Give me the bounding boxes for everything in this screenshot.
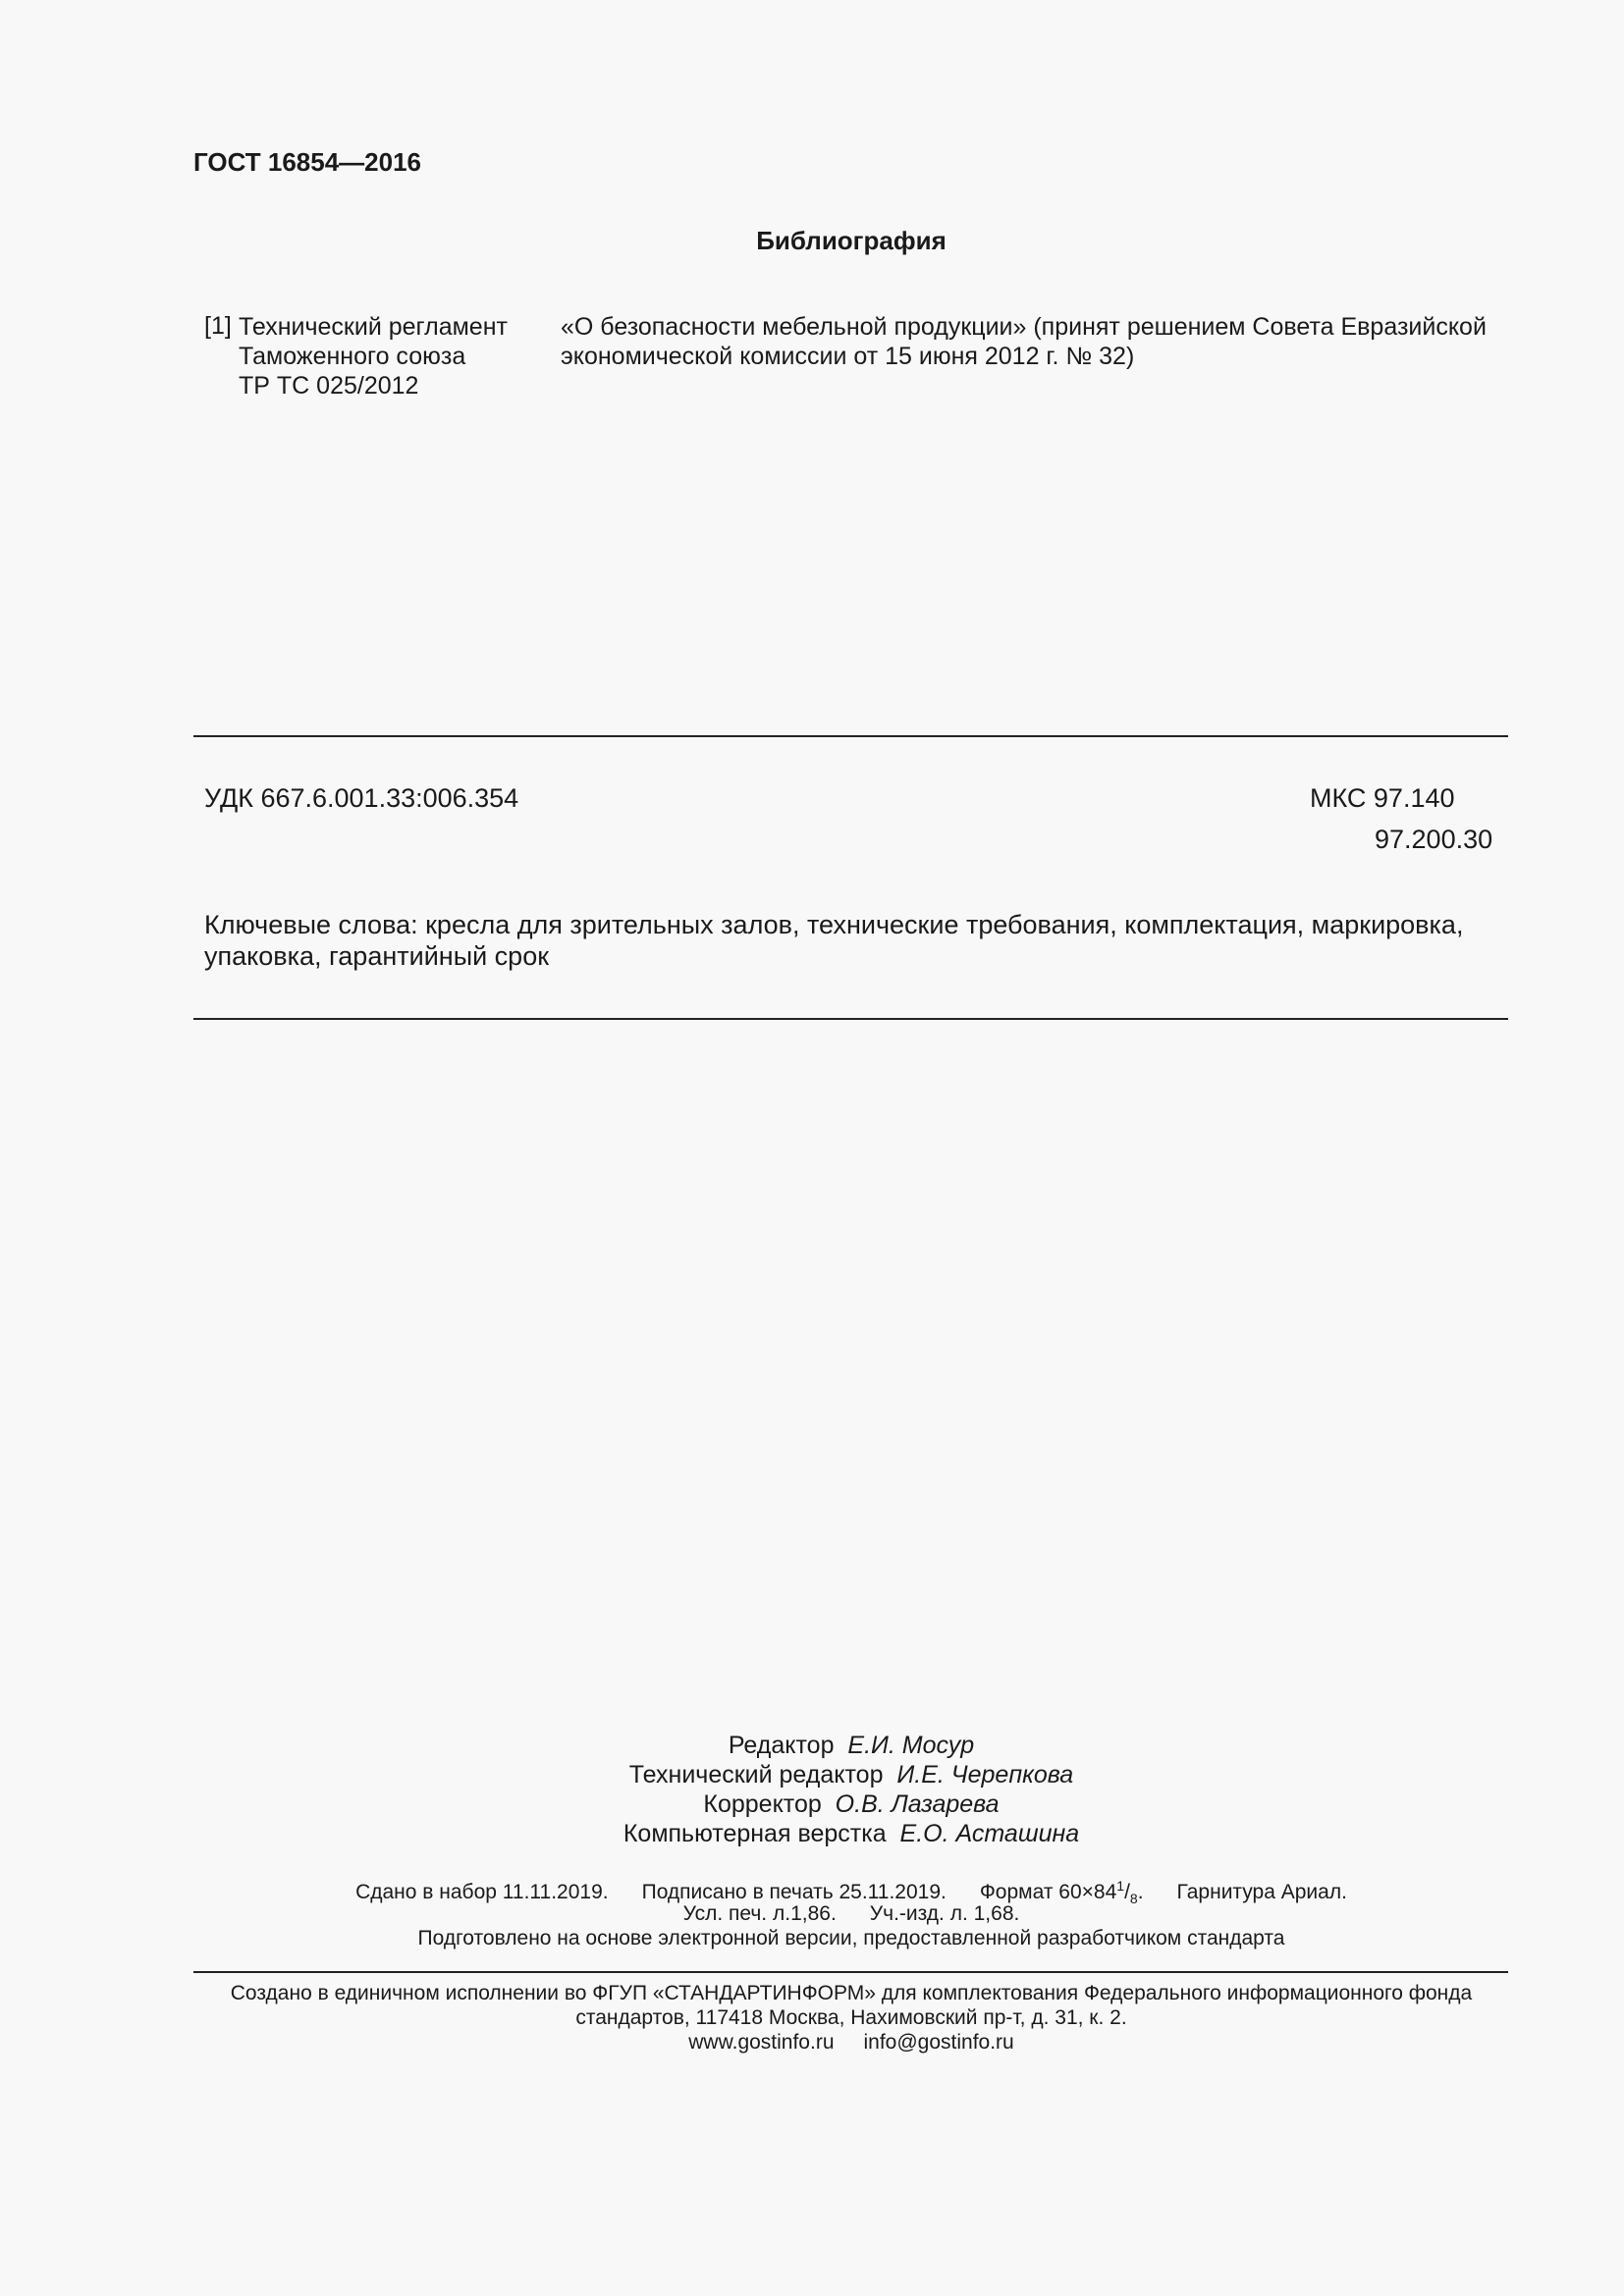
staff-name: Е.О. Асташина <box>899 1820 1080 1847</box>
staff-role: Корректор <box>703 1790 822 1818</box>
document-header: ГОСТ 16854—2016 <box>193 147 421 177</box>
imprint-format: Формат $60\times 84^1/_8$. <box>979 1878 1144 1907</box>
bibliography-title: Библиография <box>756 226 947 255</box>
keywords: Ключевые слова: кресла для зрительных залов, технические требования, комплектация, маркировка, упаковка, гарантийный срок <box>204 910 1464 971</box>
mks-code-secondary: 97.200.30 <box>1375 825 1493 854</box>
footer-line-2: стандартов, 117418 Москва, Нахимовский пр-т, д. 31, к. 2. <box>575 2006 1127 2029</box>
staff-role: Редактор <box>728 1732 835 1759</box>
staff-role: Технический редактор <box>628 1761 884 1789</box>
reference-source <box>239 312 508 400</box>
reference-source-line: Таможенного союза <box>239 343 466 370</box>
footer-website-link[interactable]: www.gostinfo.ru <box>688 2031 835 2054</box>
divider-top <box>193 735 1508 737</box>
staff-editor <box>0 1731 1624 1760</box>
imprint-signed: Подписано в печать 25.11.2019. <box>641 1881 947 1903</box>
reference-source-line: ТР ТС 025/2012 <box>239 372 419 400</box>
imprint-line-2 <box>0 1901 1624 1927</box>
imprint-font: Гарнитура Ариал. <box>1176 1881 1347 1903</box>
reference-number: [1] <box>204 312 232 340</box>
footer-line-1: Создано в единичном исполнении во ФГУП «СТАНДАРТИНФОРМ» для комплектования Федерального информационного фонда <box>230 1982 1473 2004</box>
udk-code: УДК 667.6.001.33:006.354 <box>204 783 519 813</box>
staff-name: О.В. Лазарева <box>835 1790 1000 1818</box>
divider-bottom <box>193 1018 1508 1020</box>
mks-code-primary: МКС 97.140 <box>1310 783 1455 813</box>
staff-layout <box>0 1819 1624 1848</box>
footer-contacts <box>0 2030 1624 2056</box>
imprint-prepared: Подготовлено на основе электронной версии, предоставленной разработчиком стандарта <box>417 1927 1285 1949</box>
imprint-publisher-sheets: Уч.-изд. л. 1,68. <box>869 1902 1020 1925</box>
staff-name: Е.И. Мосур <box>847 1732 975 1759</box>
imprint-printed-sheets: Усл. печ. л.1,86. <box>682 1902 837 1925</box>
imprint-submitted: Сдано в набор 11.11.2019. <box>355 1881 609 1903</box>
reference-description-line: экономической комиссии от 15 июня 2012 г. № 32) <box>561 343 1135 370</box>
reference-description <box>561 312 1487 371</box>
reference-description-line: «О безопасности мебельной продукции» (принят решением Совета Евразийской <box>561 313 1487 341</box>
staff-proofreader <box>0 1789 1624 1819</box>
staff-role: Компьютерная верстка <box>623 1820 887 1847</box>
staff-technical-editor <box>0 1760 1624 1789</box>
footer-email-link[interactable]: info@gostinfo.ru <box>863 2031 1014 2054</box>
divider-footer <box>193 1971 1508 1973</box>
staff-name: И.Е. Черепкова <box>896 1761 1074 1789</box>
reference-source-line: Технический регламент <box>239 313 508 341</box>
